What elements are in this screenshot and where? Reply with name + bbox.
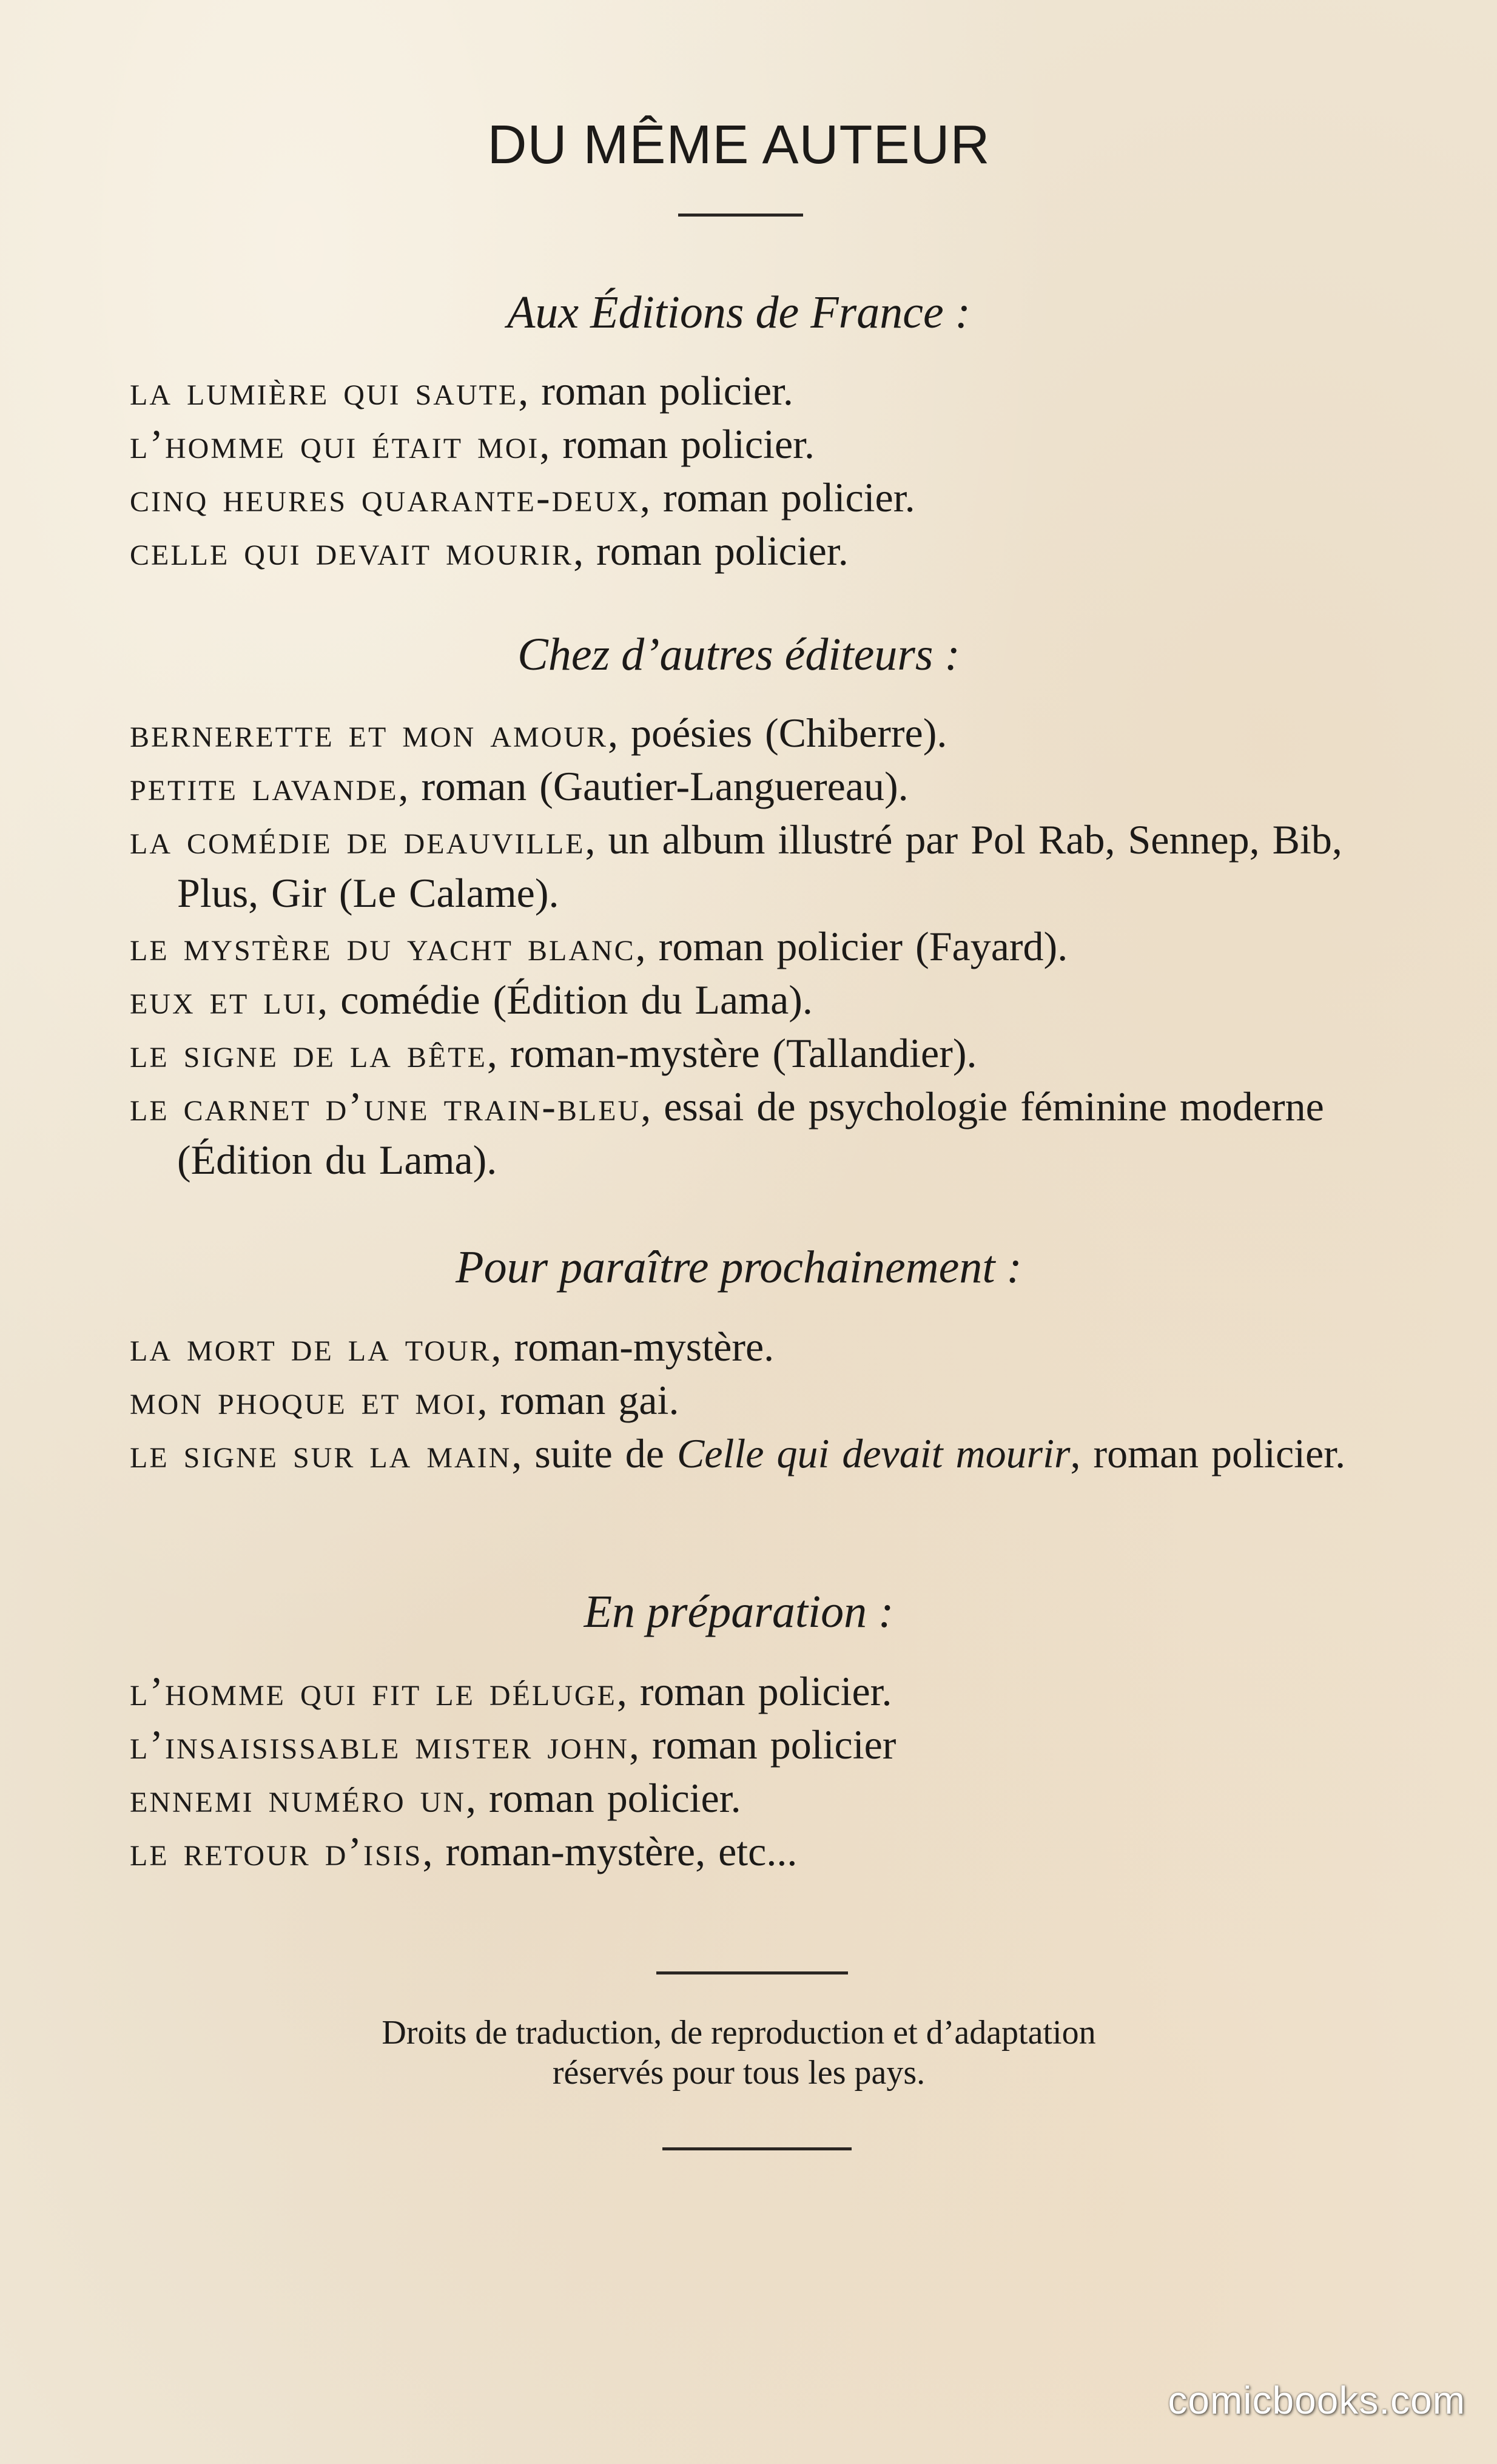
work-detail: , roman policier. (539, 421, 815, 467)
work-title: l’homme qui fit le déluge (130, 1668, 617, 1714)
section-title-editions-de-france: Aux Éditions de France : (506, 287, 971, 338)
work-title: l’insaisissable mister john (130, 1722, 630, 1768)
work-title: le carnet d’une train-bleu (130, 1083, 641, 1129)
section-list-autres-editeurs (130, 706, 1372, 1187)
list-item (130, 417, 1372, 471)
list-item (130, 1427, 1372, 1480)
work-detail-end: , roman policier. (1070, 1430, 1346, 1476)
work-detail: , suite de (511, 1430, 677, 1476)
footer-rule-bottom (662, 2147, 852, 2150)
section-title-autres-editeurs: Chez d’autres éditeurs : (517, 629, 960, 680)
work-title: eux et lui (130, 977, 318, 1023)
rights-notice-line-1: Droits de traduction, de reproduction et d’adaptation (382, 2014, 1096, 2052)
list-item (130, 1718, 1372, 1771)
list-item (130, 759, 1372, 813)
work-title: le signe sur la main (130, 1430, 512, 1476)
work-detail: , roman policier (Fayard). (635, 923, 1068, 969)
work-title: la comédie de deauville (130, 816, 585, 863)
work-detail: , roman gai. (477, 1377, 679, 1423)
footer-rule-top (656, 1971, 848, 1974)
work-detail: , roman-mystère, etc... (422, 1828, 798, 1874)
work-title: le mystère du yacht blanc (130, 923, 636, 969)
work-title: ennemi numéro un (130, 1775, 466, 1821)
work-detail: , roman-mystère. (491, 1324, 775, 1370)
list-item (130, 524, 1372, 577)
list-item (130, 706, 1372, 759)
work-detail: , poésies (Chiberre). (607, 710, 947, 756)
work-detail: , un album illustré par Pol Rab, Sennep, Bib, Plus, Gir (Le Calame). (177, 816, 1342, 916)
work-title: mon phoque et moi (130, 1377, 477, 1423)
work-title: la lumière qui saute (130, 368, 519, 414)
list-item (130, 920, 1372, 973)
list-item (130, 1825, 1372, 1878)
watermark: comicbooks.com (1168, 2378, 1465, 2422)
work-title: cinq heures quarante-deux (130, 474, 640, 520)
section-title-en-preparation: En préparation : (584, 1586, 894, 1637)
work-title: petite lavande (130, 763, 399, 809)
list-item (130, 1373, 1372, 1427)
work-title: le signe de la bête (130, 1030, 487, 1076)
list-item (130, 1026, 1372, 1080)
work-detail: , roman policier. (518, 368, 793, 414)
section-list-en-preparation (130, 1665, 1372, 1878)
work-title: l’homme qui était moi (130, 421, 540, 467)
work-title: la mort de la tour (130, 1324, 491, 1370)
section-list-editions-de-france (130, 364, 1372, 577)
rights-notice (0, 2013, 1478, 2093)
work-detail: , roman policier. (573, 528, 849, 574)
work-detail: , essai de psychologie féminine moderne (Édition du Lama). (177, 1083, 1324, 1183)
list-item (130, 471, 1372, 524)
list-item (130, 813, 1372, 920)
list-item (130, 364, 1372, 417)
list-item (130, 1771, 1372, 1825)
work-detail: , roman policier. (465, 1775, 741, 1821)
work-detail: , roman policier. (639, 474, 915, 520)
section-title-prochainement: Pour paraître prochainement : (456, 1242, 1022, 1293)
work-detail: , roman policier (629, 1722, 897, 1768)
work-detail: , comédie (Édition du Lama). (317, 977, 813, 1023)
work-detail: , roman policier. (616, 1668, 892, 1714)
list-item (130, 1080, 1372, 1187)
work-detail: , roman (Gautier-Languereau). (398, 763, 909, 809)
work-title: celle qui devait mourir (130, 528, 574, 574)
list-item (130, 1665, 1372, 1718)
rights-notice-line-2: réservés pour tous les pays. (552, 2054, 926, 2092)
list-item (130, 1320, 1372, 1373)
work-detail-italic: Celle qui devait mourir (676, 1430, 1071, 1476)
heading-rule (678, 214, 803, 217)
list-item (130, 973, 1372, 1026)
work-title: le retour d’isis (130, 1828, 423, 1874)
section-list-prochainement (130, 1320, 1372, 1480)
work-detail: , roman-mystère (Tallandier). (486, 1030, 977, 1076)
work-title: bernerette et mon amour (130, 710, 608, 756)
page-heading: DU MÊME AUTEUR (487, 115, 991, 175)
